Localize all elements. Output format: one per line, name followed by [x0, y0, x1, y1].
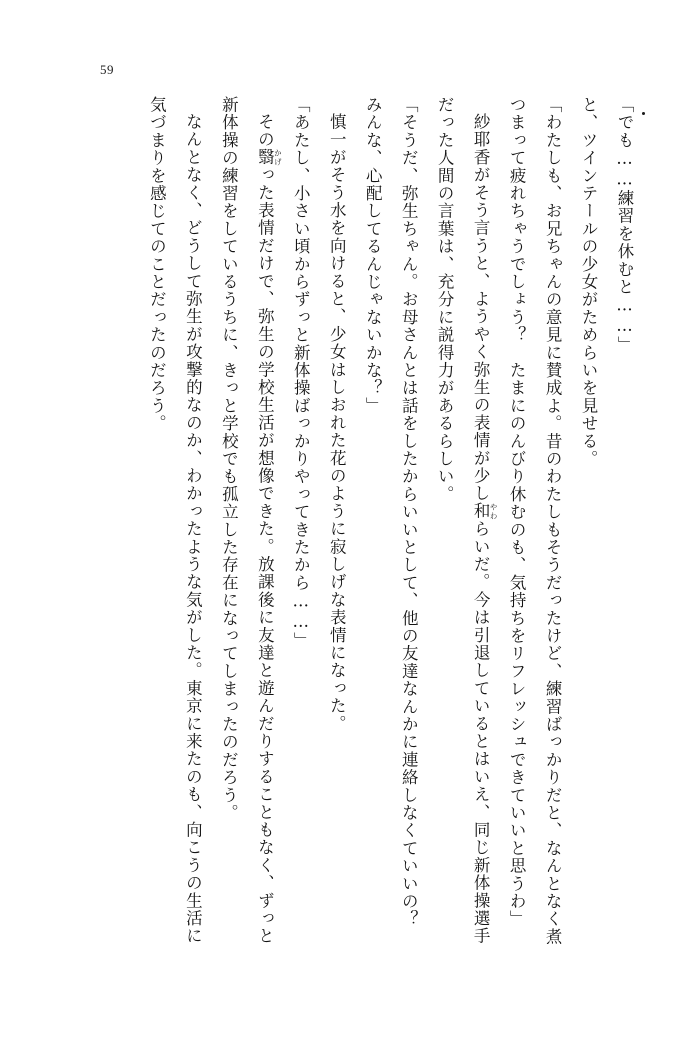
ruby-reading-kage: かげ: [273, 147, 283, 166]
ink-dot-artifact: [642, 112, 645, 115]
page-number: 59: [100, 62, 114, 77]
page-body-text: [57, 96, 642, 956]
ruby-kage: 翳 かげ: [255, 147, 283, 166]
paragraph-3: 「わたしも、お兄ちゃんの意見に賛成よ。昔のわたしもそうだったけど、練習ばっかりだと、なんとなく煮つまって疲れちゃうでしょう？ たまにのんびり休むのも、気持ちをリフレッシュできていいと思うわ」: [507, 96, 563, 946]
paragraph-2: と、ツインテールの少女がためらいを見せる。: [579, 96, 599, 468]
ruby-wa: 和 やわ: [471, 501, 499, 520]
paragraph-5: 「そうだ、弥生ちゃん。お母さんとは話をしたからいいとして、他の友達なんかに連絡しなくていいの？ みんな、心配してるんじゃないかな？」: [363, 96, 419, 946]
paragraph-6: 慎一がそう水を向けると、少女はしおれた花のように寂しげな表情になった。: [327, 112, 347, 732]
paragraph-4: 紗耶香がそう言うと、ようやく弥生の表情が少し和 やわらいだ。今は引退しているとはいえ、同じ新体操選手だった人間の言葉は、充分に説得力があるらしい。: [435, 96, 499, 945]
ruby-reading-wa: やわ: [489, 501, 499, 520]
paragraph-7: 「あたし、小さい頃からずっと新体操ばっかりやってきたから……」: [291, 96, 311, 650]
paragraph-1: 「でも……練習を休むと……」: [615, 96, 634, 354]
paragraph-8: その翳 かげった表情だけで、弥生の学校生活が想像できた。放課後に友達と遊んだりすることもなく、ずっと新体操の練習をしているうちに、きっと学校でも孤立した存在になってしまったのだろう。: [219, 96, 283, 945]
paragraph-9: なんとなく、どうして弥生が攻撃的なのか、わかったような気がした。東京に来たのも、向こうの生活に気づまりを感じてのことだったのだろう。: [147, 96, 203, 945]
